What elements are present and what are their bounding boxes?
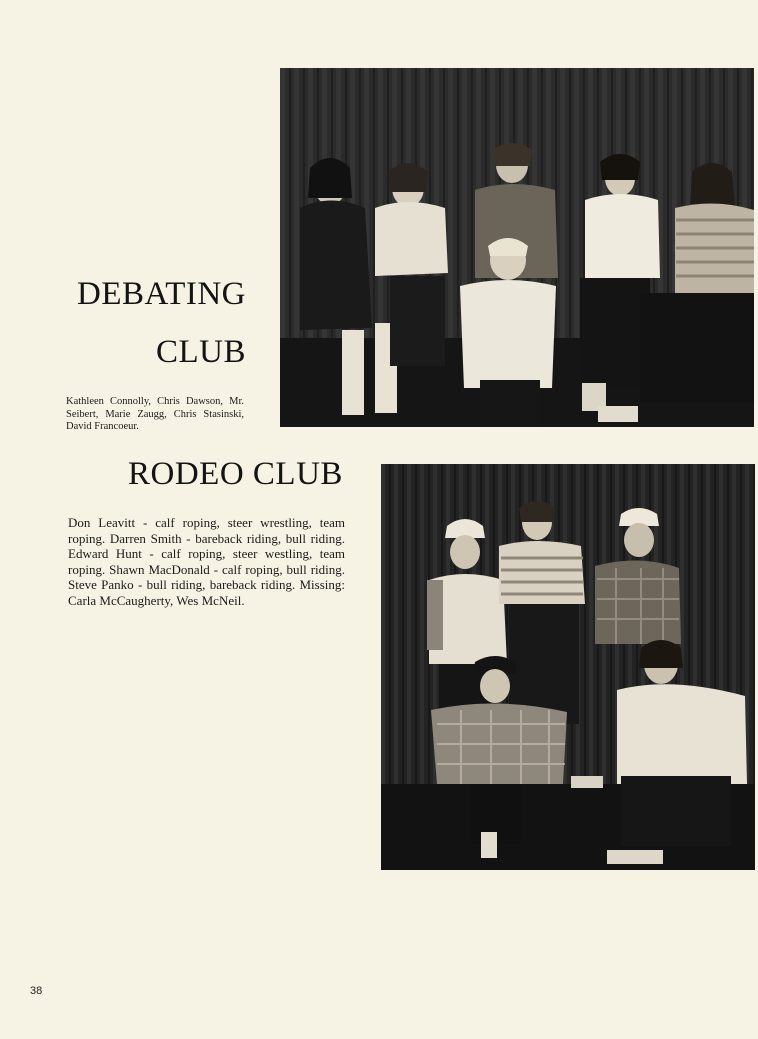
debating-club-caption: Kathleen Connolly, Chris Dawson, Mr. Seibert, Marie Zaugg, Chris Stasinski, David Francoeur. [66, 396, 244, 432]
debating-club-photo-image [280, 68, 754, 427]
rodeo-club-photo [381, 464, 755, 870]
rodeo-club-caption: Don Leavitt - calf roping, steer wrestling, team roping. Darren Smith - bareback riding, bull riding. Edward Hunt - calf roping, steer westling, team roping. Shawn MacDonald - calf roping, bull riding. Steve Panko - bull riding, bareback riding. Missing: Carla McCaugherty, Wes McNeil. [68, 515, 345, 608]
page-number: 38 [30, 985, 43, 997]
rodeo-club-title: RODEO CLUB [128, 456, 343, 492]
debating-club-title-line1: DEBATING [77, 276, 246, 312]
rodeo-club-photo-image [381, 464, 755, 870]
debating-club-photo [280, 68, 754, 427]
debating-club-title-line2: CLUB [155, 334, 246, 370]
